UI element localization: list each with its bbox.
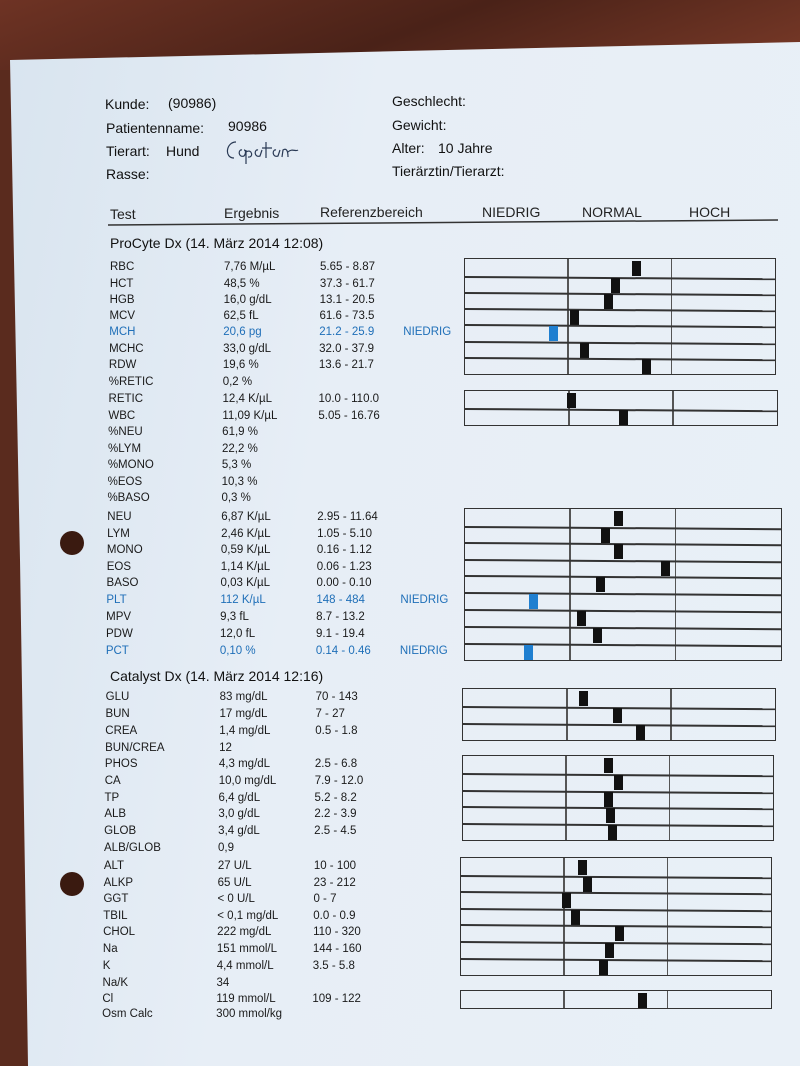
result-marker	[606, 808, 615, 823]
scale-row-line	[461, 941, 771, 945]
result-marker	[608, 825, 617, 840]
result-scale-box	[464, 508, 782, 661]
result-marker	[614, 775, 623, 790]
header-underline	[0, 0, 800, 240]
result-row	[0, 840, 800, 856]
result-reference-range: 144 - 160	[312, 943, 362, 955]
result-value: 112 K/µL	[220, 594, 266, 606]
result-reference-range: 21.2 - 25.9	[319, 326, 375, 338]
result-test-name: HCT	[109, 278, 134, 290]
result-row	[0, 490, 800, 506]
result-reference-range: 109 - 122	[312, 993, 361, 1005]
result-value: 0,3 %	[221, 492, 251, 504]
result-test-name: GLOB	[104, 825, 137, 837]
result-value: 1,14 K/µL	[220, 561, 271, 573]
result-scale-box	[460, 990, 772, 1009]
result-value: 11,09 K/µL	[222, 410, 278, 422]
result-marker	[604, 758, 613, 773]
result-test-name: RBC	[110, 261, 135, 273]
alter-value: 10 Jahre	[438, 140, 493, 156]
result-value: 61,9 %	[222, 426, 258, 438]
result-value: 6,4 g/dL	[218, 792, 261, 804]
result-row	[0, 474, 800, 490]
scale-divider	[569, 509, 571, 660]
result-value: 65 U/L	[217, 877, 252, 889]
result-test-name: TBIL	[103, 910, 128, 922]
result-test-name: MCV	[109, 310, 136, 322]
result-test-name: %EOS	[107, 476, 143, 488]
result-reference-range: 5.2 - 8.2	[314, 792, 357, 804]
col-ergebnis: Ergebnis	[224, 205, 280, 221]
scale-row-line	[465, 609, 781, 613]
result-test-name: MCHC	[109, 343, 144, 355]
result-value: 6,87 K/µL	[221, 511, 271, 523]
result-scale-box	[460, 857, 772, 976]
result-marker	[578, 860, 587, 875]
result-reference-range: 0.5 - 1.8	[315, 725, 358, 737]
result-reference-range: 2.2 - 3.9	[314, 808, 357, 820]
result-test-name: Na/K	[102, 977, 129, 989]
result-test-name: %NEU	[108, 426, 143, 438]
result-row	[0, 374, 800, 390]
tierart-label: Tierart:	[106, 143, 150, 159]
result-reference-range: 13.6 - 21.7	[318, 359, 374, 371]
result-test-name: PHOS	[104, 758, 138, 770]
scale-divider	[565, 756, 567, 840]
result-value: 16,0 g/dL	[223, 294, 272, 306]
result-test-name: %MONO	[107, 459, 154, 471]
result-reference-range: 2.5 - 6.8	[314, 758, 358, 770]
scale-row-line	[465, 592, 781, 596]
result-value: 119 mmol/L	[216, 993, 276, 1005]
scale-row-line	[461, 875, 771, 879]
scale-row-line	[465, 292, 775, 296]
scale-row-line	[465, 575, 781, 579]
patient-value: 90986	[228, 118, 267, 134]
result-test-name: ALT	[103, 860, 125, 872]
col-niedrig: NIEDRIG	[482, 204, 541, 220]
result-scale-box	[464, 258, 776, 375]
result-reference-range: 9.1 - 19.4	[316, 628, 365, 640]
scale-row-line	[465, 357, 775, 361]
result-value: 7,76 M/µL	[224, 261, 276, 273]
result-marker	[577, 611, 586, 626]
scale-row-line	[463, 806, 773, 810]
result-value: 4,3 mg/dL	[218, 758, 271, 770]
scale-divider	[563, 991, 565, 1008]
section-procyte: ProCyte Dx (14. März 2014 12:08)	[110, 235, 324, 251]
result-test-name: CREA	[105, 725, 138, 737]
result-reference-range: 148 - 484	[316, 594, 365, 606]
result-scale-box	[462, 755, 774, 841]
result-value: 5,3 %	[221, 459, 252, 471]
result-reference-range: 10 - 100	[313, 860, 357, 872]
kunde-value: (90986)	[168, 95, 217, 111]
result-reference-range: 5.65 - 8.87	[320, 261, 375, 273]
result-value: 19,6 %	[222, 359, 259, 371]
result-reference-range: 0.00 - 0.10	[316, 577, 372, 589]
result-test-name: MONO	[106, 544, 143, 556]
result-value: 2,46 K/µL	[221, 528, 271, 540]
result-row	[0, 424, 800, 440]
result-value: 33,0 g/dL	[223, 343, 272, 355]
result-row	[0, 441, 800, 457]
result-test-name: GLU	[105, 691, 130, 703]
result-marker	[632, 261, 641, 276]
result-reference-range: 7.9 - 12.0	[314, 775, 364, 787]
result-test-name: TP	[104, 792, 120, 804]
result-reference-range: 37.3 - 61.7	[319, 278, 375, 290]
patient-label: Patientenname:	[106, 120, 205, 136]
result-test-name: LYM	[107, 528, 130, 540]
result-value: 0,2 %	[222, 376, 253, 388]
result-test-name: PDW	[106, 628, 133, 640]
result-value: 48,5 %	[223, 278, 260, 290]
result-value: 151 mmol/L	[216, 943, 277, 955]
result-test-name: Osm Calc	[102, 1008, 153, 1020]
result-marker	[638, 993, 647, 1008]
result-flag: NIEDRIG	[400, 594, 449, 606]
result-reference-range: 0 - 7	[313, 893, 337, 905]
result-reference-range: 10.0 - 110.0	[318, 393, 380, 405]
result-marker	[571, 910, 580, 925]
scale-row-line	[465, 276, 775, 280]
result-marker	[580, 343, 589, 358]
result-test-name: GGT	[103, 893, 129, 905]
gewicht-label: Gewicht:	[392, 117, 447, 133]
result-test-name: Cl	[102, 993, 114, 1005]
result-reference-range: 5.05 - 16.76	[318, 410, 380, 422]
scale-row-line	[463, 823, 773, 827]
result-value: 0,10 %	[219, 645, 256, 657]
result-test-name: CHOL	[103, 926, 136, 938]
scale-row-line	[461, 958, 771, 962]
result-marker	[619, 410, 628, 425]
scale-row-line	[461, 891, 771, 895]
result-marker	[605, 943, 614, 958]
result-value: 22,2 %	[222, 443, 258, 455]
result-value: 0,59 K/µL	[220, 544, 271, 556]
result-reference-range: 0.06 - 1.23	[316, 561, 372, 573]
scale-row-line	[465, 643, 781, 647]
result-test-name: PCT	[105, 645, 129, 657]
result-reference-range: 70 - 143	[315, 691, 358, 703]
result-reference-range: 23 - 212	[313, 877, 356, 889]
scale-divider	[667, 991, 669, 1008]
tierarzt-label: Tierärztin/Tierarzt:	[392, 163, 505, 179]
result-reference-range: 32.0 - 37.9	[319, 343, 375, 355]
result-marker	[614, 544, 623, 559]
scale-row-line	[465, 626, 781, 630]
scale-row-line	[465, 341, 775, 345]
scale-row-line	[465, 559, 781, 563]
col-referenz: Referenzbereich	[320, 204, 423, 220]
result-value: < 0 U/L	[217, 893, 255, 905]
result-row	[0, 975, 800, 991]
result-marker	[661, 561, 670, 576]
result-test-name: ALKP	[103, 877, 134, 889]
result-marker	[613, 708, 622, 723]
result-value: 3,0 g/dL	[218, 808, 260, 820]
scale-row-line	[463, 723, 775, 727]
result-test-name: K	[102, 960, 111, 972]
result-reference-range: 0.16 - 1.12	[316, 544, 372, 556]
result-test-name: WBC	[108, 410, 136, 422]
scale-divider	[566, 689, 568, 740]
result-reference-range: 0.14 - 0.46	[315, 645, 371, 657]
result-value: 20,6 pg	[223, 326, 262, 338]
result-marker	[611, 278, 620, 293]
result-marker	[604, 294, 613, 309]
result-value: 4,4 mmol/L	[216, 960, 274, 972]
result-marker	[614, 511, 623, 526]
result-test-name: RETIC	[108, 393, 144, 405]
col-normal: NORMAL	[582, 204, 642, 220]
alter-label: Alter:	[392, 140, 425, 156]
result-flag: NIEDRIG	[399, 645, 448, 657]
result-reference-range: 2.95 - 11.64	[317, 511, 378, 523]
result-marker	[615, 926, 624, 941]
result-value: 1,4 mg/dL	[219, 725, 271, 737]
result-test-name: %LYM	[108, 443, 142, 455]
result-scale-box	[464, 390, 778, 426]
col-hoch: HOCH	[689, 204, 731, 220]
result-reference-range: 61.6 - 73.5	[319, 310, 375, 322]
result-reference-range: 0.0 - 0.9	[313, 910, 356, 922]
scale-row-line	[465, 542, 781, 546]
result-test-name: HGB	[109, 294, 135, 306]
result-value: 300 mmol/kg	[216, 1008, 283, 1020]
result-test-name: EOS	[106, 561, 132, 573]
scale-divider	[670, 689, 672, 740]
scale-row-line	[461, 908, 771, 912]
scale-divider	[669, 756, 671, 840]
scale-row-line	[465, 308, 775, 312]
result-test-name: ALB	[104, 808, 127, 820]
result-test-name: MPV	[106, 611, 132, 623]
kunde-label: Kunde:	[105, 96, 150, 112]
result-reference-range: 3.5 - 5.8	[312, 960, 355, 972]
geschlecht-label: Geschlecht:	[392, 93, 466, 109]
result-marker	[604, 792, 613, 807]
result-marker	[593, 628, 602, 643]
result-test-name: Na	[102, 943, 118, 955]
result-value: 0,9	[218, 842, 234, 854]
result-test-name: BUN	[105, 708, 130, 720]
result-test-name: BASO	[106, 577, 139, 589]
result-value: 27 U/L	[217, 860, 252, 872]
section-catalyst: Catalyst Dx (14. März 2014 12:16)	[110, 668, 324, 684]
result-test-name: RDW	[108, 359, 137, 371]
result-marker	[599, 960, 608, 975]
result-row	[0, 740, 800, 756]
scale-divider	[672, 391, 674, 425]
result-marker	[583, 877, 592, 892]
result-marker	[570, 310, 579, 325]
result-test-name: CA	[104, 775, 121, 787]
scale-row-line	[465, 324, 775, 328]
result-test-name: ALB/GLOB	[104, 842, 161, 854]
result-value: 222 mg/dL	[217, 926, 272, 938]
scale-divider	[675, 509, 677, 660]
result-value: 83 mg/dL	[219, 691, 268, 703]
low-result-marker	[524, 645, 533, 660]
scale-row-line	[465, 526, 781, 530]
result-value: 17 mg/dL	[219, 708, 268, 720]
result-value: 9,3 fL	[220, 611, 249, 623]
low-result-marker	[549, 326, 558, 341]
result-value: 3,4 g/dL	[218, 825, 260, 837]
result-value: 34	[216, 977, 230, 989]
result-row	[0, 457, 800, 473]
result-value: 12	[219, 742, 232, 754]
result-marker	[562, 893, 571, 908]
result-value: < 0,1 mg/dL	[217, 910, 279, 922]
result-test-name: NEU	[107, 511, 132, 523]
result-test-name: %RETIC	[108, 376, 154, 388]
result-scale-box	[462, 688, 776, 741]
rasse-label: Rasse:	[106, 166, 150, 182]
result-flag: NIEDRIG	[403, 326, 452, 338]
result-marker	[601, 528, 610, 543]
result-reference-range: 7 - 27	[315, 708, 345, 720]
result-reference-range: 110 - 320	[313, 926, 361, 938]
low-result-marker	[529, 594, 538, 609]
result-reference-range: 1.05 - 5.10	[317, 528, 373, 540]
result-marker	[636, 725, 645, 740]
result-value: 12,4 K/µL	[222, 393, 272, 405]
result-test-name: %BASO	[107, 492, 150, 504]
result-value: 12,0 fL	[220, 628, 256, 640]
result-marker	[596, 577, 605, 592]
result-value: 62,5 fL	[223, 310, 259, 322]
result-reference-range: 2.5 - 4.5	[314, 825, 357, 837]
result-marker	[642, 359, 651, 374]
col-test: Test	[110, 206, 136, 222]
result-reference-range: 8.7 - 13.2	[316, 611, 365, 623]
result-test-name: PLT	[106, 594, 127, 606]
scale-divider	[671, 259, 673, 374]
tierart-value: Hund	[166, 143, 200, 159]
result-value: 10,3 %	[221, 476, 258, 488]
scale-row-line	[463, 790, 773, 794]
result-marker	[567, 393, 576, 408]
result-test-name: MCH	[109, 326, 136, 338]
result-test-name: BUN/CREA	[105, 742, 165, 754]
result-reference-range: 13.1 - 20.5	[319, 294, 375, 306]
result-marker	[579, 691, 588, 706]
result-value: 0,03 K/µL	[220, 577, 270, 589]
result-value: 10,0 mg/dL	[218, 775, 277, 787]
